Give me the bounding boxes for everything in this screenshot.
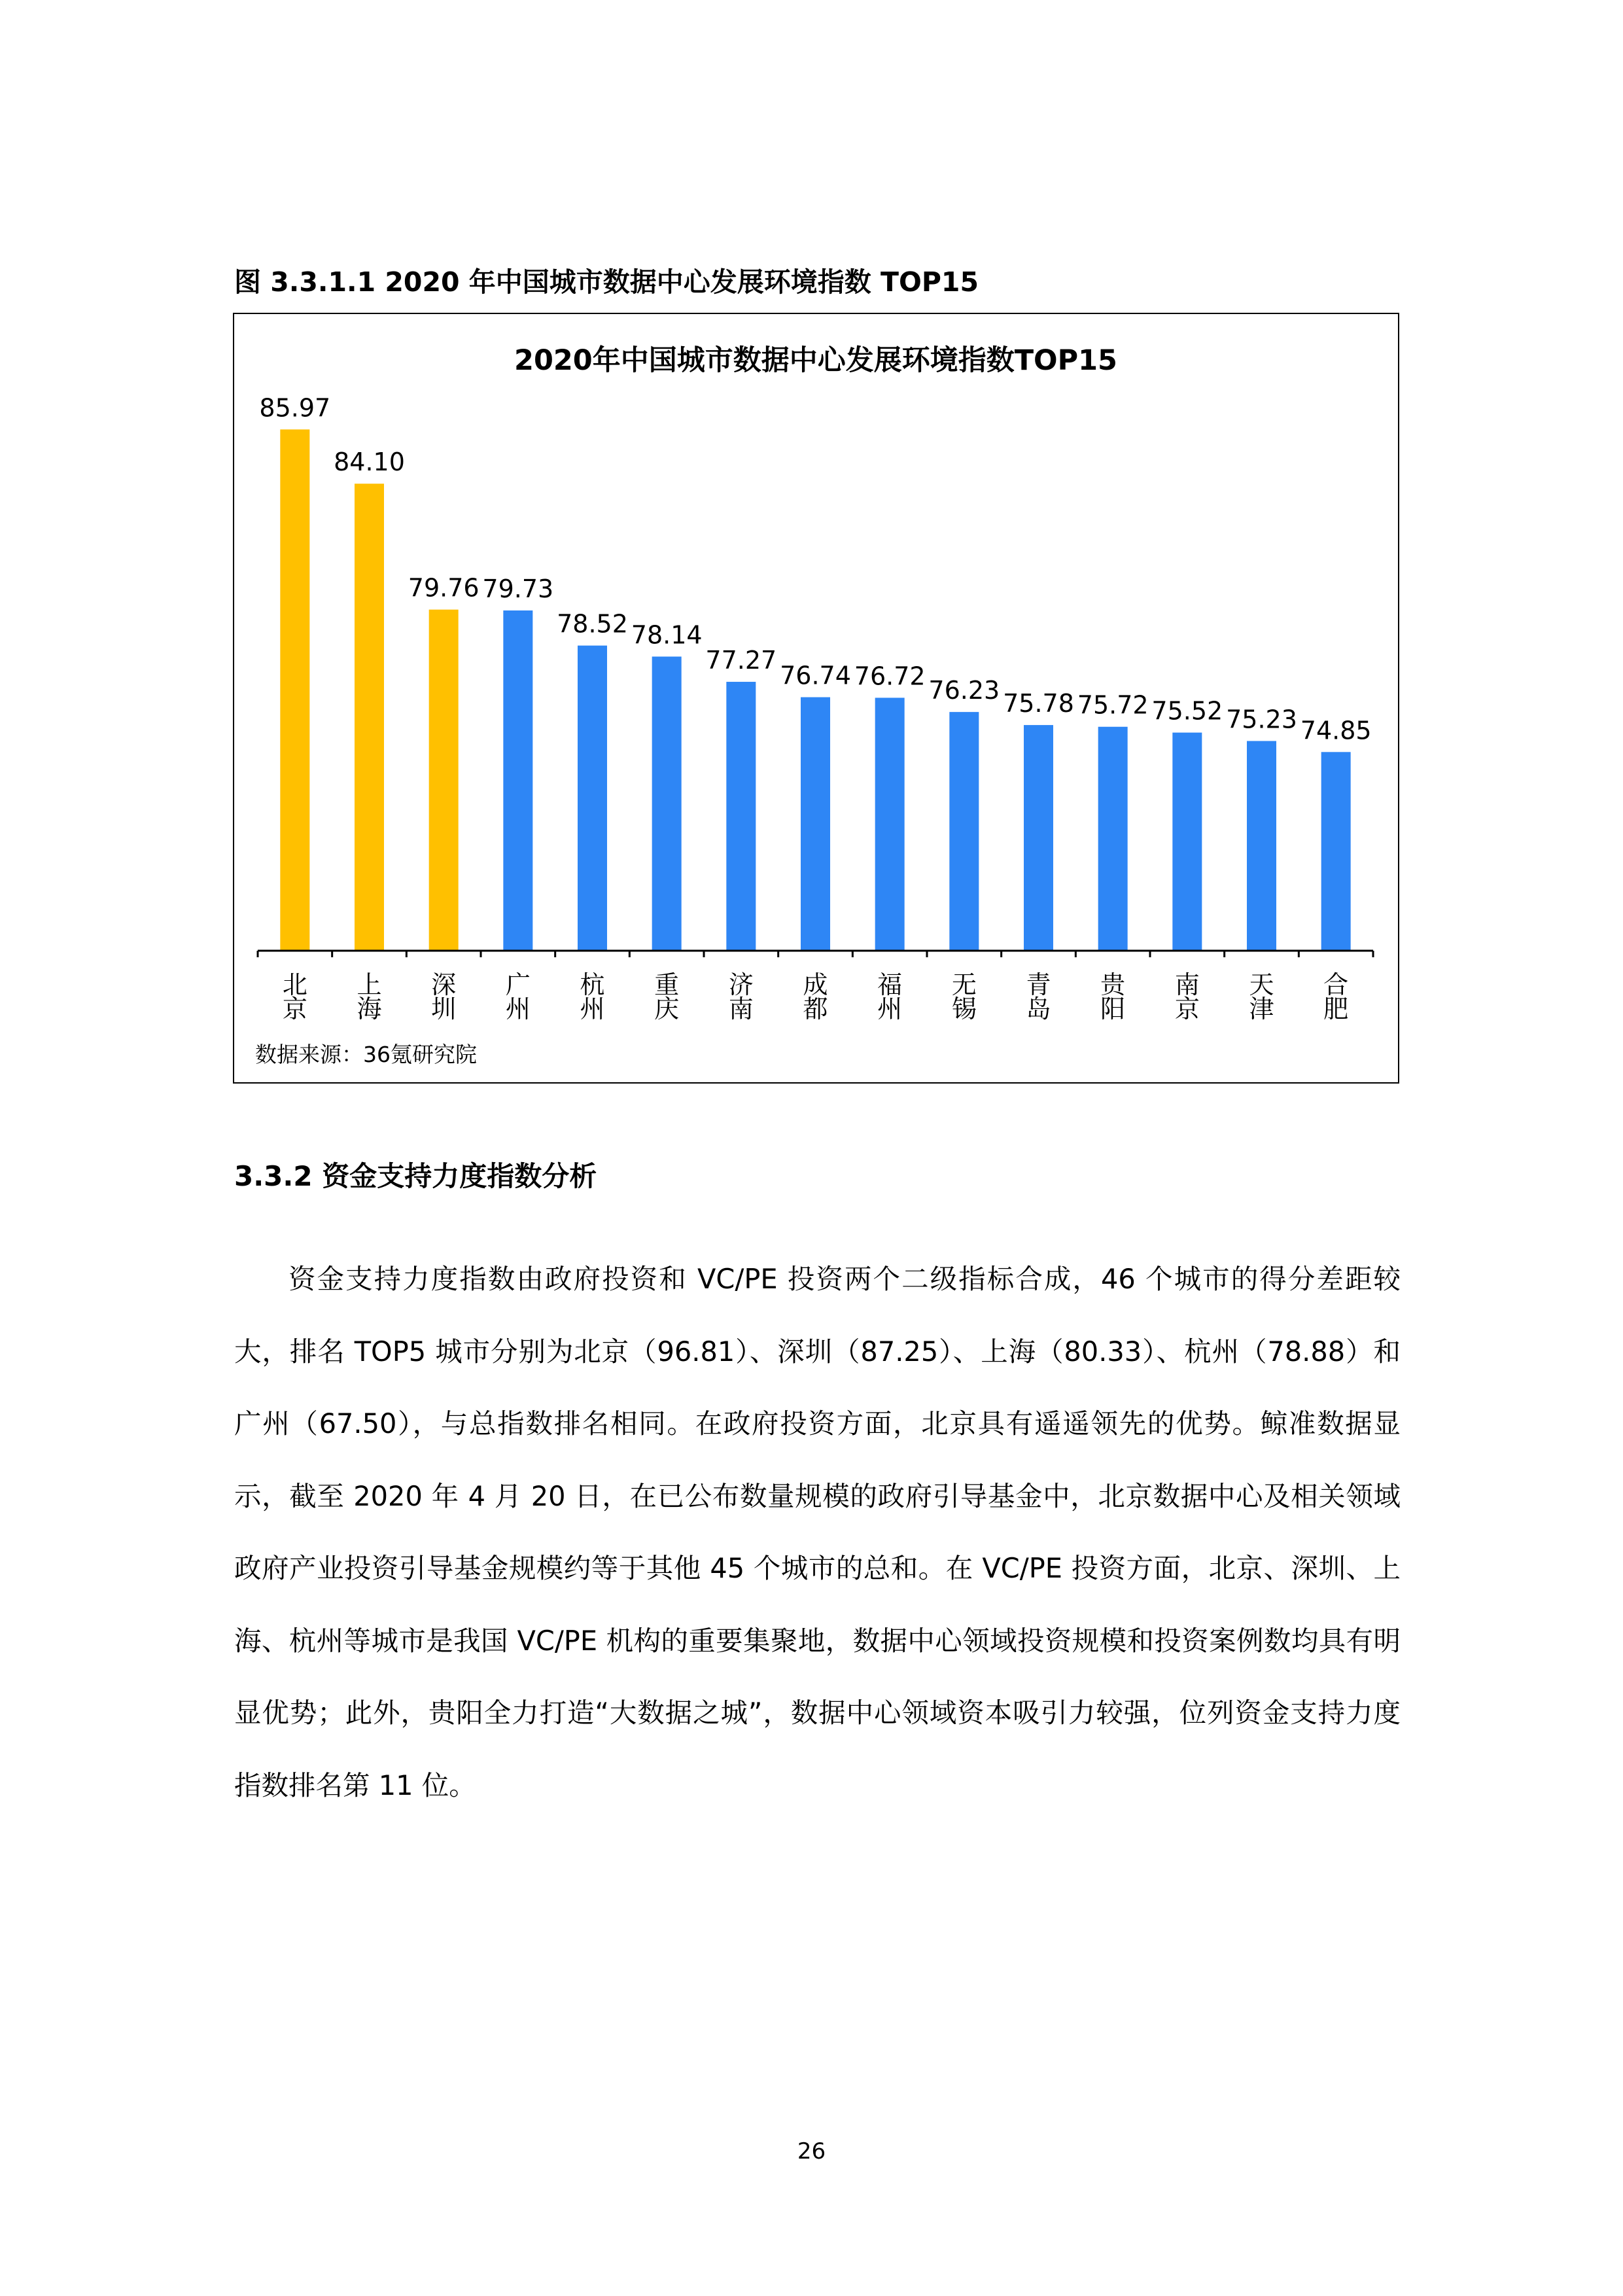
category-label: 合 [1323, 970, 1349, 999]
bars-group [280, 429, 1350, 951]
bar-济南 [726, 682, 756, 951]
figure-caption: 图 3.3.1.1 2020 年中国城市数据中心发展环境指数 TOP15 [234, 266, 979, 298]
category-label: 广 [505, 970, 531, 999]
category-label: 都 [803, 995, 828, 1023]
category-label: 圳 [431, 995, 457, 1023]
value-label: 79.76 [408, 573, 480, 603]
value-label: 76.74 [780, 661, 851, 690]
bar-成都 [801, 698, 830, 951]
category-label: 州 [505, 995, 531, 1023]
category-label: 津 [1249, 995, 1274, 1023]
category-label: 天 [1249, 970, 1274, 999]
category-label: 州 [877, 995, 903, 1023]
category-label: 深 [431, 970, 457, 999]
chart-frame [233, 313, 1399, 1084]
chart-source: 数据来源：36氪研究院 [255, 1042, 477, 1067]
value-label: 75.72 [1077, 690, 1149, 720]
value-label: 78.14 [631, 620, 703, 650]
category-label: 重 [654, 970, 680, 999]
bar-青岛 [1024, 725, 1053, 951]
category-label: 无 [951, 970, 977, 999]
bar-深圳 [429, 610, 459, 951]
value-label: 85.97 [259, 393, 331, 423]
value-label: 78.52 [557, 609, 628, 639]
category-label: 北 [282, 970, 307, 999]
category-labels-group [283, 970, 1348, 1023]
bar-上海 [355, 484, 384, 951]
category-label: 京 [282, 995, 307, 1023]
value-label: 75.23 [1226, 705, 1297, 734]
bar-福州 [875, 698, 905, 951]
page-number: 26 [797, 2138, 826, 2164]
category-label: 杭 [580, 970, 605, 999]
bar-chart [234, 314, 1398, 1082]
body-text [234, 1243, 1401, 1822]
category-label: 肥 [1323, 995, 1349, 1023]
value-label: 76.72 [854, 662, 926, 691]
category-label: 济 [728, 970, 754, 999]
category-label: 锡 [951, 995, 977, 1023]
value-label: 74.85 [1300, 716, 1372, 745]
bar-合肥 [1321, 752, 1351, 951]
category-label: 州 [580, 995, 605, 1023]
value-label: 75.78 [1003, 689, 1074, 718]
value-label: 84.10 [334, 448, 405, 477]
category-label: 南 [728, 995, 754, 1023]
value-label: 79.73 [482, 574, 554, 603]
bar-重庆 [652, 656, 682, 951]
bar-无锡 [949, 712, 979, 951]
bar-北京 [280, 429, 309, 951]
category-label: 青 [1026, 970, 1051, 999]
bar-天津 [1247, 741, 1276, 951]
value-label: 76.23 [928, 676, 1000, 705]
chart-title: 2020年中国城市数据中心发展环境指数TOP15 [514, 344, 1117, 377]
category-label: 贵 [1100, 970, 1126, 999]
bar-广州 [503, 610, 532, 951]
bar-杭州 [578, 646, 607, 951]
value-label: 77.27 [705, 646, 777, 675]
value-labels-group [259, 393, 1371, 745]
category-label: 海 [357, 995, 382, 1023]
category-label: 南 [1174, 970, 1200, 999]
category-label: 京 [1174, 995, 1200, 1023]
category-label: 上 [357, 970, 382, 999]
bar-贵阳 [1098, 727, 1128, 951]
paragraph: 资金支持力度指数由政府投资和 VC/PE 投资两个二级指标合成，46 个城市的得分差距较大，排名 TOP5 城市分别为北京（96.81）、深圳（87.25）、上海（80.33）、杭州（78.88）和广州（67.50），与总指数排名相同。在政府投资方面，北京具有遥遥领先的优势。鲸准数据显示，截至 2020 年 4 月 20 日，在已公布数量规模的政府引导基金中，北京数据中心及相关领域政府产业投资引导基金规模约等于其他 45 个城市的总和。在 VC/PE 投资方面，北京、深圳、上海、杭州等城市是我国 VC/PE 机构的重要集聚地，数据中心领域投资规模和投资案例数均具有明显优势；此外，贵阳全力打造“大数据之城”，数据中心领域资本吸引力较强，位列资金支持力度指数排名第 11 位。 [234, 1263, 1401, 1801]
category-label: 阳 [1100, 995, 1126, 1023]
category-label: 成 [803, 970, 828, 999]
value-label: 75.52 [1151, 696, 1223, 726]
category-label: 岛 [1026, 995, 1051, 1023]
section-heading: 3.3.2 资金支持力度指数分析 [234, 1160, 597, 1192]
bar-南京 [1172, 733, 1202, 951]
category-label: 福 [877, 970, 903, 999]
category-label: 庆 [654, 995, 680, 1023]
